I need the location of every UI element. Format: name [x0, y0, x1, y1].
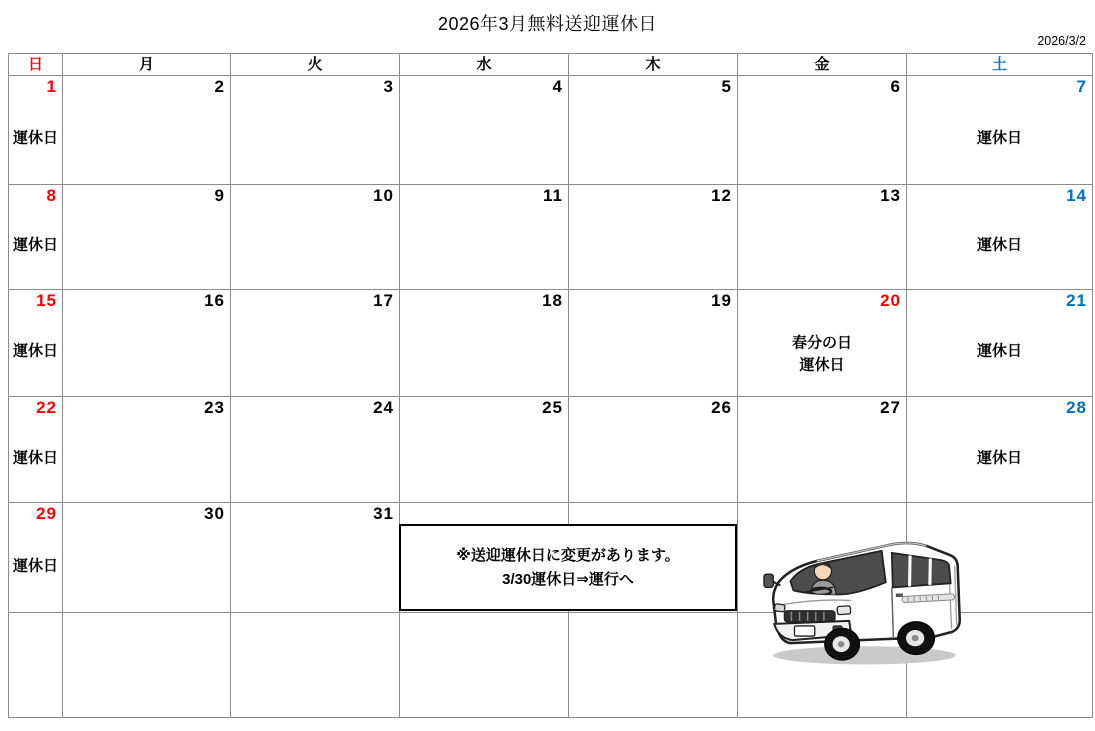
calendar-cell-22: [9, 397, 63, 503]
day-note: [9, 341, 62, 363]
calendar-cell-10: [231, 185, 400, 290]
calendar-cell-23: [63, 397, 231, 503]
day-note: [907, 128, 1092, 150]
calendar-cell-2: [63, 76, 231, 185]
calendar-cell-5: [569, 76, 738, 185]
calendar-cell-empty: [9, 613, 63, 718]
day-note-line: 運休日: [976, 449, 1022, 467]
day-note: [9, 128, 62, 150]
day-number: 11: [543, 186, 563, 205]
day-note: [907, 234, 1092, 256]
day-number: 5: [721, 77, 732, 96]
calendar-cell-empty: [231, 613, 400, 718]
day-number: 24: [373, 398, 394, 417]
calendar-cell-4: [400, 76, 569, 185]
day-number: 30: [204, 504, 225, 523]
calendar-cell-18: [400, 290, 569, 397]
day-number: 21: [1066, 291, 1087, 310]
day-note: [907, 447, 1092, 469]
day-number: 1: [46, 77, 57, 96]
van-window-pillar: [930, 558, 931, 584]
weekday-header-1: 月: [63, 54, 231, 76]
day-note-line: 運休日: [976, 342, 1022, 360]
day-number: 12: [711, 186, 732, 205]
van-rear-wheel: [898, 622, 935, 654]
van-mirror: [764, 574, 773, 587]
van-headlight: [837, 606, 851, 615]
day-number: 6: [890, 77, 901, 96]
day-note: [738, 333, 906, 377]
page-title: 2026年3月無料送迎運休日: [437, 14, 658, 34]
calendar-cell-13: [738, 185, 907, 290]
day-number: 26: [711, 398, 732, 417]
calendar-cell-21: [907, 290, 1093, 397]
calendar-cell-30: [63, 503, 231, 613]
day-number: 7: [1076, 77, 1087, 96]
day-note-line: 春分の日: [791, 334, 852, 352]
calendar-cell-31: [231, 503, 400, 613]
calendar-cell-empty: [400, 613, 569, 718]
calendar-cell-6: [738, 76, 907, 185]
day-note: [907, 341, 1092, 363]
calendar-cell-24: [231, 397, 400, 503]
van-headlight: [774, 604, 785, 612]
calendar-cell-25: [400, 397, 569, 503]
day-number: 27: [880, 398, 901, 417]
calendar-cell-28: [907, 397, 1093, 503]
van-door-handle: [896, 593, 903, 597]
day-number: 22: [36, 398, 57, 417]
weekday-header-0: 日: [9, 54, 63, 76]
day-note: [9, 234, 62, 256]
day-note-line: 運休日: [976, 129, 1022, 147]
day-number: 15: [36, 291, 57, 310]
calendar-cell-26: [569, 397, 738, 503]
calendar-cell-1: [9, 76, 63, 185]
calendar-cell-29: [9, 503, 63, 613]
van-license-plate: [794, 626, 814, 636]
day-number: 23: [204, 398, 225, 417]
calendar-cell-17: [231, 290, 400, 397]
day-number: 31: [373, 504, 394, 523]
day-number: 10: [373, 186, 394, 205]
van-window-pillar: [910, 555, 911, 586]
day-number: 4: [552, 77, 563, 96]
calendar-cell-27: [738, 397, 907, 503]
day-note: [9, 447, 62, 469]
van-grille: [784, 611, 835, 622]
day-number: 25: [542, 398, 563, 417]
day-number: 16: [204, 291, 225, 310]
date-stamp: 2026/3/2: [1037, 34, 1086, 48]
day-number: 29: [36, 504, 57, 523]
van-front-wheel: [825, 628, 859, 659]
notice-line-1: ※送迎運休日に変更があります。: [456, 546, 680, 564]
day-number: 18: [542, 291, 563, 310]
calendar-cell-20: [738, 290, 907, 397]
day-number: 13: [880, 186, 901, 205]
day-note-line: 運休日: [12, 129, 58, 147]
calendar-cell-8: [9, 185, 63, 290]
weekday-header-6: 土: [907, 54, 1093, 76]
calendar-cell-9: [63, 185, 231, 290]
calendar-cell-19: [569, 290, 738, 397]
day-number: 19: [711, 291, 732, 310]
calendar-cell-empty: [63, 613, 231, 718]
day-number: 8: [46, 186, 57, 205]
day-number: 3: [383, 77, 394, 96]
notice-box: [399, 524, 737, 611]
calendar-cell-11: [400, 185, 569, 290]
day-number: 2: [214, 77, 225, 96]
calendar-cell-12: [569, 185, 738, 290]
day-note-line: 運休日: [799, 356, 845, 374]
day-note-line: 運休日: [12, 449, 58, 467]
weekday-header-5: 金: [738, 54, 907, 76]
day-number: 14: [1066, 186, 1087, 205]
weekday-header-3: 水: [400, 54, 569, 76]
day-note-line: 運休日: [12, 236, 58, 254]
calendar-cell-empty: [569, 613, 738, 718]
calendar-cell-15: [9, 290, 63, 397]
calendar-cell-16: [63, 290, 231, 397]
day-number: 28: [1066, 398, 1087, 417]
weekday-header-2: 火: [231, 54, 400, 76]
day-number: 17: [373, 291, 394, 310]
day-note: [9, 555, 62, 577]
shuttle-van-illustration: [760, 523, 978, 668]
calendar-cell-7: [907, 76, 1093, 185]
day-note-line: 運休日: [12, 557, 58, 575]
day-number: 9: [214, 186, 225, 205]
calendar-cell-3: [231, 76, 400, 185]
notice-line-2: 3/30運休日⇒運行へ: [502, 570, 634, 588]
weekday-header-4: 木: [569, 54, 738, 76]
day-note-line: 運休日: [976, 236, 1022, 254]
calendar-cell-14: [907, 185, 1093, 290]
day-note-line: 運休日: [12, 342, 58, 360]
day-number: 20: [880, 291, 901, 310]
